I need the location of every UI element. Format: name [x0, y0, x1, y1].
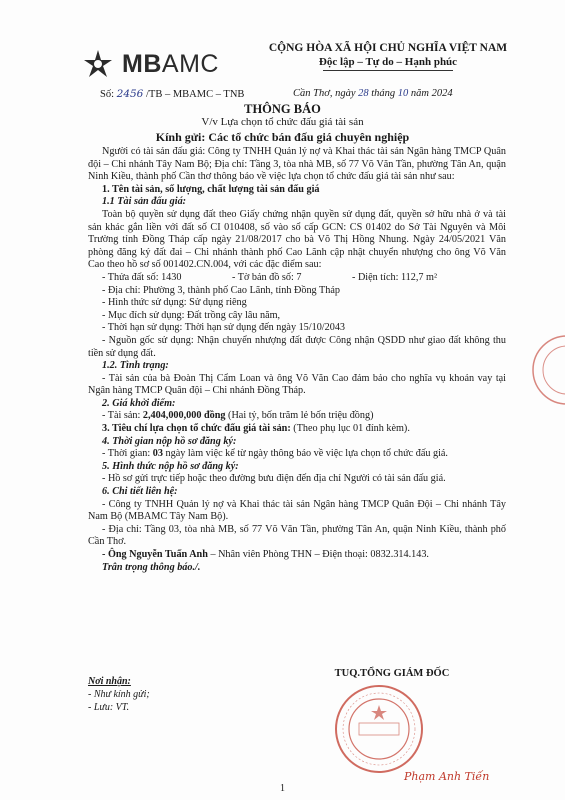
document-subject: V/v Lựa chọn tổ chức đấu giá tài sản: [201, 116, 364, 128]
signatory-name: Phạm Anh Tiến: [404, 770, 490, 783]
closing-line: Trân trọng thông báo./.: [102, 561, 201, 573]
contact-company: - Công ty TNHH Quản lý nợ và Khai thác tài sản Ngân hàng TMCP Quân Đội – Chi nhánh Tây Nam Bộ (MBAMC Tây Nam Bộ).: [88, 498, 506, 523]
recipient-item: - Lưu: VT.: [88, 701, 130, 713]
asset-description: Toàn bộ quyền sử dụng đất theo Giấy chứng nhận quyền sử dụng đất, quyền sở hữu nhà ở và tài sản khác gắn liền với đất số CI 010408, số vào sổ cấp GCN: CS 01402 do Sở Tài Nguyên và Môi Trường tỉnh Đồng Tháp cấp ngày 21/08/2017 cho bà Võ Thị Hồng Nhung. Ngày 24/05/2021 Văn phòng đăng ký đất đai – Chi nhánh thành phố Cao Lãnh cập nhật chuyển nhượng cho ông Võ Văn Cao theo hồ sơ số 001402.CN.004, với các đặc điểm sau:: [88, 208, 506, 271]
usage-form: - Hình thức sử dụng: Sử dụng riêng: [102, 297, 247, 309]
map-sheet: - Tờ bản đồ số: 7: [232, 271, 302, 283]
logo-wordmark: MBAMC: [122, 49, 219, 78]
national-motto: Độc lập – Tự do – Hạnh phúc: [318, 56, 458, 68]
land-parcel-row: [88, 272, 506, 285]
section-3: 3. Tiêu chí lựa chọn tổ chức đấu giá tài sản: (Theo phụ lục 01 đính kèm).: [102, 423, 410, 435]
usage-purpose: - Mục đích sử dụng: Đất trồng cây lâu năm,: [102, 309, 281, 321]
section-1-heading: 1. Tên tài sản, số lượng, chất lượng tài sản đấu giá: [102, 183, 320, 195]
recipients-block: [88, 676, 150, 714]
submission-time: - Thời gian: 03 ngày làm việc kể từ ngày thông báo về việc lựa chọn tổ chức đấu giá.: [102, 448, 448, 460]
document-date: Cần Thơ, ngày 28 tháng 10 năm 2024: [293, 88, 453, 99]
side-seal-stamp-icon: [531, 330, 565, 410]
section-5-heading: 5. Hình thức nộp hồ sơ đăng ký:: [102, 460, 239, 472]
star-logo-icon: [80, 48, 116, 80]
asset-address: - Địa chỉ: Phường 3, thành phố Cao Lãnh, tỉnh Đồng Tháp: [102, 284, 340, 296]
section-6-heading: 6. Chi tiết liên hệ:: [102, 486, 178, 498]
section-4-heading: 4. Thời gian nộp hồ sơ đăng ký:: [102, 435, 237, 447]
contact-person: - Ông Nguyễn Tuấn Anh – Nhân viên Phòng THN – Điện thoại: 0832.314.143.: [102, 549, 429, 560]
usage-origin: - Nguồn gốc sử dụng: Nhận chuyển nhượng đất được Công nhận QSDD như giao đất không thu tiền sử dụng đất.: [88, 334, 506, 359]
section-1-2-heading: 1.2. Tình trạng:: [102, 360, 169, 372]
land-area: - Diện tích: 112,7 m²: [352, 271, 438, 283]
section-2-heading: 2. Giá khởi điểm:: [102, 397, 176, 409]
national-header: [248, 42, 528, 71]
document-recipient: Kính gửi: Các tổ chức bán đấu giá chuyên nghiệp: [155, 130, 410, 144]
document-reference: Số: 2456 /TB – MBAMC – TNB: [100, 88, 245, 100]
section-1-1-heading: 1.1 Tài sản đấu giá:: [102, 196, 187, 208]
signatory-title: TUQ.TỔNG GIÁM ĐỐC: [334, 668, 450, 679]
document-body: [88, 146, 506, 574]
mbamc-logo: [80, 48, 219, 80]
contact-address: - Địa chỉ: Tầng 03, tòa nhà MB, số 77 Võ Văn Tần, phường Tân An, quận Ninh Kiều, thành phố Cần Thơ.: [88, 523, 506, 548]
submission-method: - Hồ sơ gửi trực tiếp hoặc theo đường bưu điện đến địa chỉ Người có tài sản đấu giá.: [102, 473, 446, 485]
starting-price: - Tài sản: 2,404,000,000 đồng (Hai tỷ, bốn trăm lẻ bốn triệu đồng): [102, 410, 374, 422]
republic-title: CỘNG HÒA XÃ HỘI CHỦ NGHĨA VIỆT NAM: [268, 42, 508, 54]
usage-term: - Thời hạn sử dụng: Thời hạn sử dụng đến ngày 15/10/2043: [102, 322, 346, 334]
lot-number: - Thửa đất số: 1430: [102, 271, 182, 283]
company-seal-icon: [333, 683, 425, 775]
signature-block: [312, 668, 472, 679]
document-title: THÔNG BÁO: [244, 102, 321, 116]
recipients-label: Nơi nhận:: [88, 676, 131, 687]
motto-underline: [323, 70, 453, 71]
intro-paragraph: Người có tài sản đấu giá: Công ty TNHH Quản lý nợ và Khai thác tài sản Ngân hàng TMCP Quân đội – Chi nhánh Tây Nam Bộ; Địa chỉ: Tầng 3, tòa nhà MB, số 77 Võ Văn Tần, phường Tân An, quận Ninh Kiều, thành phố Cần thơ thông báo về việc lựa chọn tổ chức đấu giá tài sản như sau:: [88, 146, 506, 183]
recipient-item: - Như kính gửi;: [88, 688, 150, 700]
page-number: 1: [280, 783, 285, 794]
asset-status: - Tài sản của bà Đoàn Thị Cẩm Loan và ông Võ Văn Cao đảm bảo cho nghĩa vụ khoản vay tại Ngân hàng TMCP Quân đội – Chi nhánh Đồng Tháp.: [88, 372, 506, 397]
